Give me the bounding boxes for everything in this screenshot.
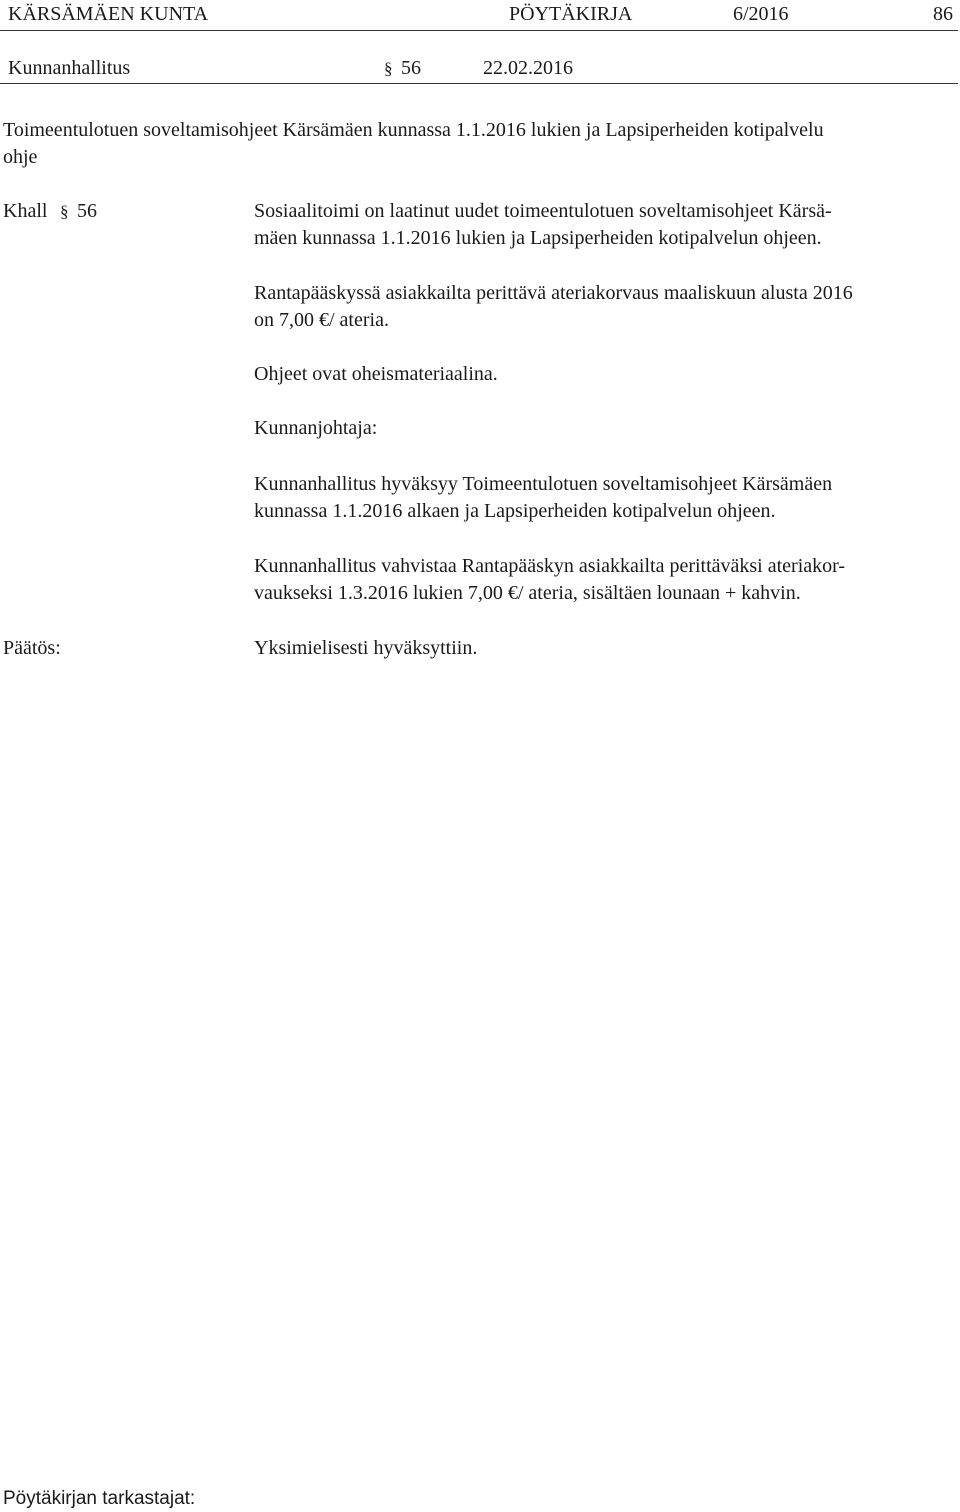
decision-text: Yksimielisesti hyväksyttiin. [254, 637, 478, 659]
page-title-line-2: ohje [3, 146, 38, 168]
paragraph-2-line-2: on 7,00 €/ ateria. [254, 309, 389, 331]
paragraph-4-line-2: kunnassa 1.1.2016 alkaen ja Lapsiperheiden kotipalvelun ohjeen. [254, 500, 776, 522]
khall-section-number: 56 [77, 200, 97, 222]
section-sign-icon: § [384, 59, 393, 78]
document-number: 6/2016 [733, 3, 789, 25]
page-number: 86 [933, 3, 953, 25]
header-divider-bottom [0, 83, 958, 84]
page-title-line-1: Toimeentulotuen soveltamisohjeet Kärsämäen kunnassa 1.1.2016 lukien ja Lapsiperheiden kotipalvelu [3, 119, 824, 141]
proposer-block [254, 415, 944, 442]
paragraph-1-line-2: mäen kunnassa 1.1.2016 lukien ja Lapsiperheiden kotipalvelun ohjeen. [254, 227, 822, 249]
confirmation-paragraph [254, 553, 944, 607]
paragraph-3: Ohjeet ovat oheismateriaalina. [254, 363, 498, 385]
paragraph-4-line-1: Kunnanhallitus hyväksyy Toimeentulotuen soveltamisohjeet Kärsämäen [254, 473, 833, 495]
reviewers-label: Pöytäkirjan tarkastajat: [3, 1488, 196, 1509]
paragraph-attachment [254, 361, 944, 388]
proposer-label: Kunnanjohtaja: [254, 417, 378, 439]
paragraph-background [254, 198, 944, 252]
khall-label: Khall [3, 200, 48, 222]
paragraph-meal-fee [254, 280, 944, 334]
section-number: 56 [401, 57, 421, 79]
paragraph-1-line-1: Sosiaalitoimi on laatinut uudet toimeentulotuen soveltamisohjeet Kärsä- [254, 200, 832, 222]
document-type: PÖYTÄKIRJA [509, 3, 633, 25]
governing-body: Kunnanhallitus [8, 57, 131, 79]
municipality-name: KÄRSÄMÄEN KUNTA [8, 3, 209, 25]
paragraph-5-line-2: vaukseksi 1.3.2016 lukien 7,00 €/ ateria, sisältäen lounaan + kahvin. [254, 582, 801, 604]
paragraph-2-line-1: Rantapääskyssä asiakkailta perittävä ateriakorvaus maaliskuun alusta 2016 [254, 282, 853, 304]
decision-label: Päätös: [3, 637, 61, 659]
meeting-date: 22.02.2016 [483, 57, 573, 79]
khall-section-sign-icon: § [60, 202, 69, 221]
paragraph-5-line-1: Kunnanhallitus vahvistaa Rantapääskyn asiakkailta perittäväksi ateriakor- [254, 555, 846, 577]
proposal-paragraph [254, 471, 944, 525]
header-divider-top [0, 30, 958, 31]
